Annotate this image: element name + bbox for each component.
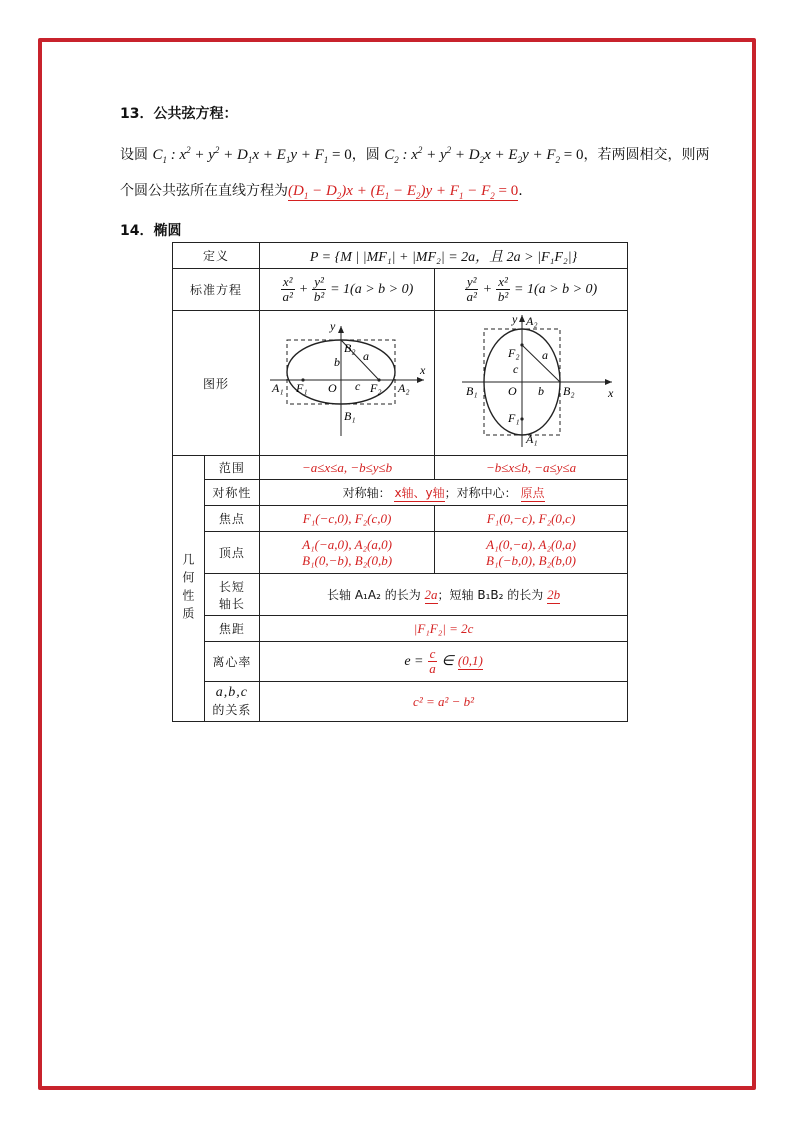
- fig1-x-label: x: [420, 363, 426, 377]
- standard-eq-vertical: $\frac{\text{y²}}{\text{a²}}$ + $\frac{\text{x²}}{\text{b²}}$ = 1(a > b > 0): [435, 269, 628, 311]
- row-vertices: [173, 532, 628, 574]
- standard-eq-horizontal: $\frac{\text{x²}}{\text{a²}}$ + $\frac{\text{y²}}{\text{b²}}$ = 1(a > b > 0): [260, 269, 435, 311]
- sym-center: 原点: [520, 486, 545, 500]
- fig2-B2-label: B₂: [563, 384, 575, 398]
- group-label-text: 几何性质: [180, 552, 195, 625]
- row-axes: [173, 574, 628, 616]
- foci-right: F₁(0,−c), F₂(0,c): [435, 506, 628, 532]
- line1-suffix: ，若两圆相交，则两: [583, 147, 710, 163]
- fig2-O-label: O: [508, 384, 517, 398]
- fig2-A1-label: A₁: [526, 432, 538, 446]
- fig1-B1-label: B₁: [344, 409, 356, 423]
- circle-c1-equation: $C_1$ : $x^2 + y^2 + D_1x + E_1y + F_1 = 0$: [152, 145, 352, 165]
- row-range: [173, 456, 628, 480]
- range-left: −a≤x≤a, −b≤y≤b: [260, 456, 435, 480]
- line1-prefix: 设圆: [120, 147, 148, 163]
- label-relation: [204, 682, 259, 722]
- fig1-A2-label: A₂: [398, 381, 410, 395]
- focal-value: |F₁F₂| = 2c: [260, 616, 628, 642]
- relation-label-top: a,b,c: [215, 685, 248, 700]
- label-figure: 图形: [173, 311, 260, 456]
- fig1-F1-label: F₁: [296, 381, 308, 395]
- sym-prefix: 对称轴：: [342, 486, 391, 500]
- definition-value: P = {M | |MF₁| + |MF₂| = 2a，且 2a > |F₁F₂|}: [260, 243, 628, 269]
- axes-long: 2a: [424, 587, 438, 602]
- ecc-frac-top: c: [429, 646, 436, 661]
- foci-left: F₁(−c,0), F₂(c,0): [260, 506, 435, 532]
- sym-mid: ；对称中心：: [444, 486, 517, 500]
- label-symmetry: 对称性: [204, 480, 259, 506]
- ellipse-table: [172, 242, 628, 722]
- axes-text-1: 长轴 A₁A₂ 的长为: [327, 588, 421, 602]
- row-symmetry: [173, 480, 628, 506]
- label-group-geometric-properties: [173, 456, 205, 722]
- ecc-prefix: e =: [404, 654, 424, 669]
- std-right-tail: = 1(a > b > 0): [514, 282, 598, 297]
- row-standard: [173, 269, 628, 311]
- relation-label-bottom: 的关系: [212, 703, 252, 717]
- fig1-B2-label: B₂: [344, 341, 356, 355]
- ecc-range: (0,1): [457, 653, 483, 668]
- std-left-tail: = 1(a > b > 0): [330, 282, 414, 297]
- row-figure: [173, 311, 628, 456]
- ecc-fraction: [428, 647, 438, 676]
- sym-axes: x轴、y轴: [394, 486, 445, 500]
- figure-horizontal-ellipse: [260, 311, 435, 456]
- axes-text-2: ；短轴 B₁B₂ 的长为: [437, 588, 544, 602]
- row-relation: [173, 682, 628, 722]
- row-focal: [173, 616, 628, 642]
- fig1-a-label: a: [363, 349, 370, 363]
- vertices-right: [435, 532, 628, 574]
- fig2-B1-label: B₁: [466, 384, 478, 398]
- fig2-x-label: x: [608, 386, 614, 400]
- section-13-line-2: [120, 180, 523, 201]
- fig2-y-label: y: [512, 312, 518, 326]
- label-standard: 标准方程: [173, 269, 260, 311]
- section-13-line-1: [120, 144, 710, 165]
- label-eccentricity: 离心率: [204, 642, 259, 682]
- row-foci: [173, 506, 628, 532]
- range-right: −b≤x≤b, −a≤y≤a: [435, 456, 628, 480]
- label-vertices: 顶点: [204, 532, 259, 574]
- axes-short: 2b: [547, 587, 561, 602]
- fig1-b-label: b: [334, 355, 341, 369]
- ecc-frac-bot: a: [429, 661, 436, 676]
- fig2-b-label: b: [538, 384, 545, 398]
- relation-value: c² = a² − b²: [260, 682, 628, 722]
- fig1-A1-label: A₁: [272, 381, 284, 395]
- fig1-F2-label: F₂: [370, 381, 382, 395]
- circle-c2-equation: $C_2$ : $x^2 + y^2 + D_2x + E_2y + F_2 = 0$: [384, 145, 584, 165]
- figure-vertical-ellipse: [435, 311, 628, 456]
- ecc-in: ∈: [441, 654, 454, 669]
- fig2-A2-label: A₂: [526, 314, 538, 328]
- line2-suffix: .: [518, 183, 523, 199]
- row-eccentricity: [173, 642, 628, 682]
- section-14-heading: 14．椭圆: [120, 223, 182, 239]
- eccentricity-value: [260, 642, 628, 682]
- fig2-F1-label: F₁: [508, 411, 520, 425]
- vertices-left: [260, 532, 435, 574]
- vertices-left-1: A₁(−a,0), A₂(a,0): [302, 536, 392, 552]
- vertices-right-2: B₁(−b,0), B₂(b,0): [486, 552, 577, 568]
- line1-sep: ，圆: [351, 147, 380, 163]
- common-chord-equation: $(D_1 - D_2)x + (E_1 - E_2)y + F_1 - F_2 = 0$: [288, 183, 519, 201]
- section-13-heading: 13．公共弦方程：: [120, 106, 238, 122]
- label-focal: 焦距: [204, 616, 259, 642]
- fig2-F2-label: F₂: [508, 346, 520, 360]
- label-axes: 长短轴长: [204, 574, 259, 616]
- vertices-right-1: A₁(0,−a), A₂(0,a): [486, 536, 576, 552]
- fig1-O-label: O: [328, 381, 337, 395]
- fig1-y-label: y: [330, 319, 336, 333]
- label-definition: 定义: [173, 243, 260, 269]
- vertices-left-2: B₁(0,−b), B₂(0,b): [302, 552, 393, 568]
- fig2-c-label: c: [513, 362, 519, 376]
- fig2-a-label: a: [542, 348, 549, 362]
- line2-prefix: 个圆公共弦所在直线方程为: [120, 183, 288, 199]
- row-definition: [173, 243, 628, 269]
- fig1-c-label: c: [355, 379, 361, 393]
- label-range: 范围: [204, 456, 259, 480]
- symmetry-value: [260, 480, 628, 506]
- axes-value: [260, 574, 628, 616]
- label-foci: 焦点: [204, 506, 259, 532]
